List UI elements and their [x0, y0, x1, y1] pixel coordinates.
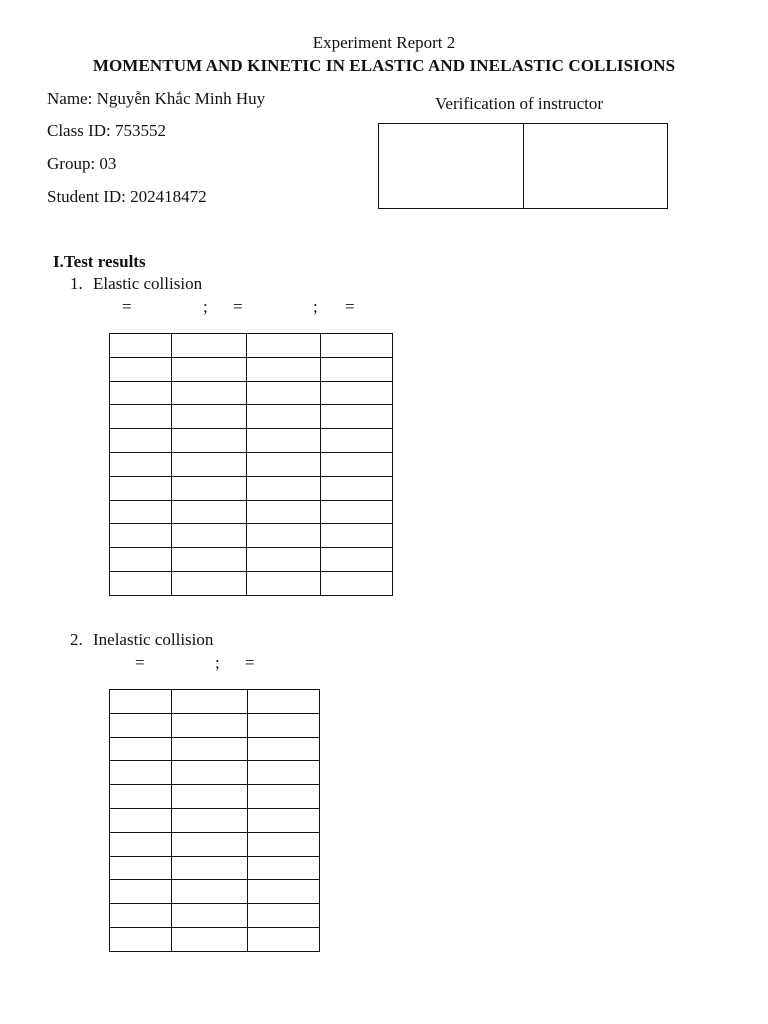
table-row — [110, 429, 393, 453]
table-cell — [248, 761, 320, 785]
table-cell — [110, 405, 172, 429]
table-cell — [247, 405, 321, 429]
table-cell — [172, 856, 248, 880]
table-row — [110, 690, 320, 714]
table-cell — [110, 500, 172, 524]
table-cell — [172, 381, 247, 405]
table-row — [110, 927, 320, 951]
table-cell — [248, 927, 320, 951]
table-cell — [110, 880, 172, 904]
table-cell — [321, 334, 393, 358]
table-cell — [321, 452, 393, 476]
table-row — [110, 904, 320, 928]
report-subtitle: Experiment Report 2 — [312, 33, 456, 52]
separator: ; — [313, 297, 318, 316]
table-cell — [247, 476, 321, 500]
class-id: Class ID: 753552 — [47, 121, 166, 140]
table-row — [110, 524, 393, 548]
table-row — [110, 856, 320, 880]
verification-cell-left — [379, 124, 523, 208]
equals-sign: = — [345, 297, 355, 316]
table-cell — [172, 832, 248, 856]
table-row — [110, 500, 393, 524]
table-cell — [110, 785, 172, 809]
table-cell — [110, 524, 172, 548]
table-cell — [172, 405, 247, 429]
table-row — [110, 737, 320, 761]
subsection-label: Elastic collision — [93, 274, 203, 293]
subsection-number: 2. — [70, 630, 83, 649]
table-cell — [110, 904, 172, 928]
elastic-data-table — [109, 333, 393, 596]
table-row — [110, 761, 320, 785]
verification-label: Verification of instructor — [435, 94, 604, 113]
table-cell — [321, 381, 393, 405]
equals-sign: = — [135, 653, 145, 672]
table-row — [110, 785, 320, 809]
table-cell — [110, 381, 172, 405]
table-cell — [248, 737, 320, 761]
table-row — [110, 334, 393, 358]
table-cell — [248, 856, 320, 880]
table-cell — [247, 429, 321, 453]
table-cell — [172, 713, 248, 737]
table-cell — [321, 476, 393, 500]
table-cell — [247, 548, 321, 572]
table-row — [110, 476, 393, 500]
elastic-parameters — [0, 297, 768, 319]
table-cell — [321, 548, 393, 572]
section-heading: I.Test results — [53, 252, 146, 271]
equals-sign: = — [233, 297, 243, 316]
table-row — [110, 452, 393, 476]
table-row — [110, 548, 393, 572]
table-cell — [110, 429, 172, 453]
table-cell — [110, 713, 172, 737]
table-cell — [172, 737, 248, 761]
table-cell — [248, 880, 320, 904]
table-row — [110, 571, 393, 595]
subsection-label: Inelastic collision — [93, 630, 214, 649]
table-cell — [247, 524, 321, 548]
table-cell — [248, 808, 320, 832]
table-cell — [172, 571, 247, 595]
table-cell — [321, 429, 393, 453]
table-cell — [172, 904, 248, 928]
subsection-elastic — [70, 274, 202, 294]
verification-box — [378, 123, 668, 209]
table-cell — [172, 927, 248, 951]
table-cell — [172, 785, 248, 809]
table-cell — [321, 500, 393, 524]
table-cell — [110, 476, 172, 500]
table-cell — [110, 690, 172, 714]
table-cell — [247, 334, 321, 358]
group-number: Group: 03 — [47, 154, 117, 173]
table-cell — [172, 548, 247, 572]
table-cell — [110, 548, 172, 572]
table-row — [110, 808, 320, 832]
table-cell — [110, 571, 172, 595]
subsection-inelastic — [70, 630, 213, 650]
table-cell — [110, 334, 172, 358]
table-cell — [110, 856, 172, 880]
table-cell — [321, 524, 393, 548]
separator: ; — [215, 653, 220, 672]
inelastic-parameters — [0, 653, 768, 675]
verification-cell-right — [523, 124, 668, 208]
table-cell — [248, 904, 320, 928]
equals-sign: = — [245, 653, 255, 672]
table-cell — [172, 476, 247, 500]
table-row — [110, 832, 320, 856]
table-row — [110, 381, 393, 405]
subsection-number: 1. — [70, 274, 83, 293]
table-cell — [247, 452, 321, 476]
table-cell — [172, 524, 247, 548]
student-id: Student ID: 202418472 — [47, 187, 207, 206]
table-row — [110, 357, 393, 381]
table-cell — [247, 381, 321, 405]
table-cell — [110, 832, 172, 856]
separator: ; — [203, 297, 208, 316]
table-row — [110, 713, 320, 737]
table-cell — [247, 500, 321, 524]
table-cell — [321, 357, 393, 381]
table-cell — [172, 500, 247, 524]
table-row — [110, 405, 393, 429]
table-cell — [172, 334, 247, 358]
table-cell — [172, 761, 248, 785]
table-cell — [110, 808, 172, 832]
table-cell — [247, 571, 321, 595]
table-cell — [110, 357, 172, 381]
table-cell — [172, 880, 248, 904]
inelastic-data-table — [109, 689, 320, 952]
table-cell — [172, 452, 247, 476]
table-row — [110, 880, 320, 904]
table-cell — [172, 690, 248, 714]
table-cell — [172, 808, 248, 832]
table-cell — [110, 452, 172, 476]
table-cell — [248, 713, 320, 737]
table-cell — [110, 737, 172, 761]
table-cell — [110, 927, 172, 951]
table-cell — [248, 832, 320, 856]
equals-sign: = — [122, 297, 132, 316]
student-name: Name: Nguyễn Khắc Minh Huy — [47, 89, 266, 108]
table-cell — [110, 761, 172, 785]
table-cell — [248, 690, 320, 714]
table-cell — [321, 571, 393, 595]
table-cell — [172, 357, 247, 381]
report-title: MOMENTUM AND KINETIC IN ELASTIC AND INELASTIC COLLISIONS — [92, 56, 676, 75]
table-cell — [321, 405, 393, 429]
table-cell — [172, 429, 247, 453]
table-cell — [247, 357, 321, 381]
table-cell — [248, 785, 320, 809]
